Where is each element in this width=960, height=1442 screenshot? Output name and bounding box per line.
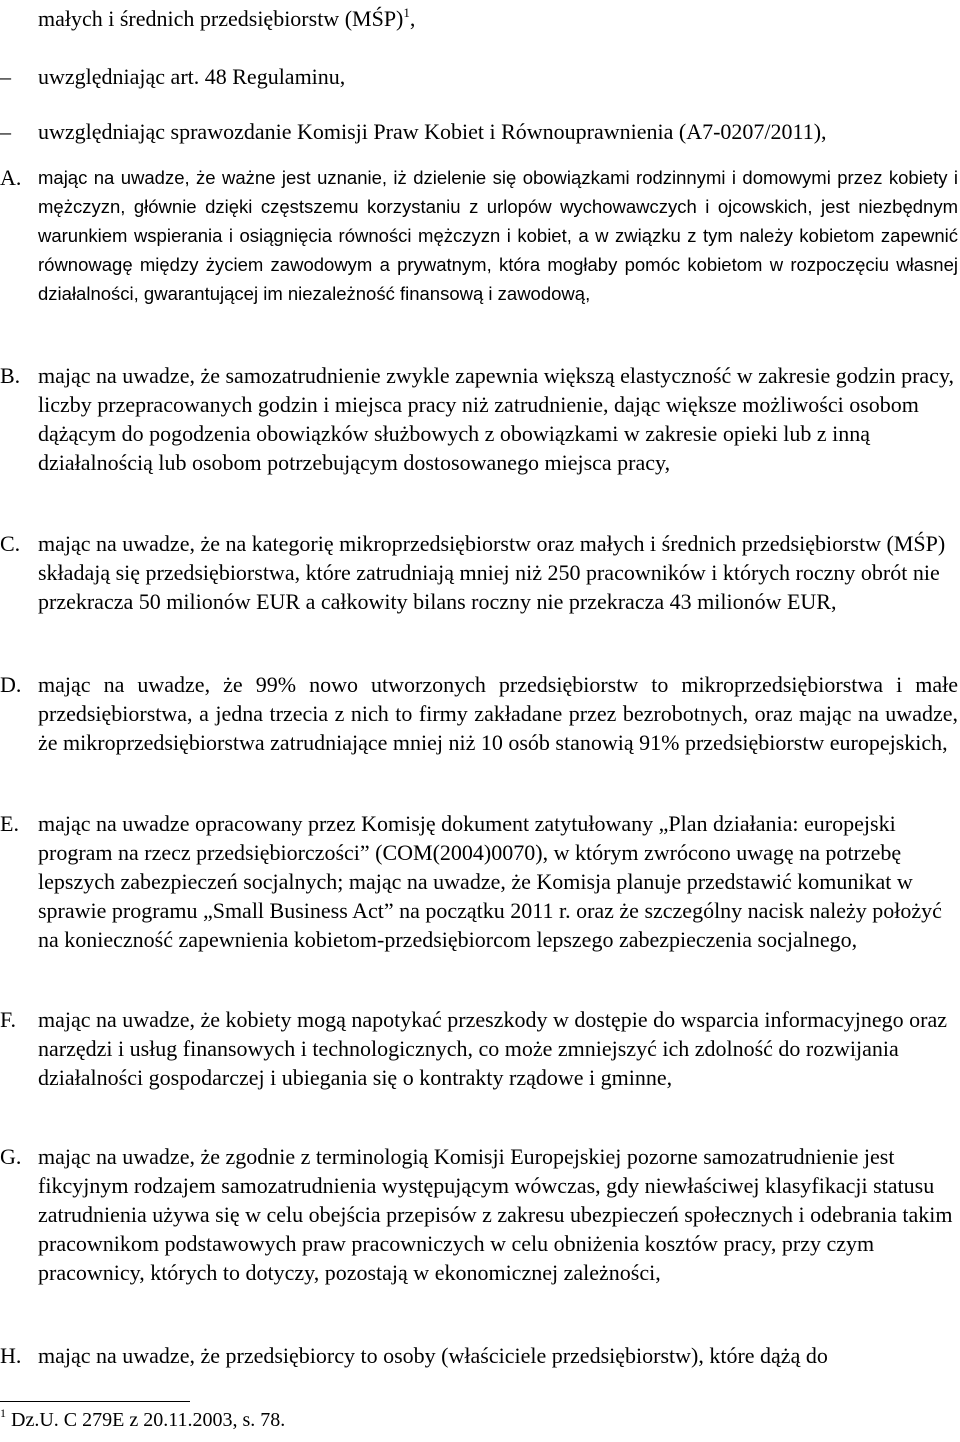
- footnote-ref[interactable]: 1: [403, 5, 410, 20]
- recital-text: mając na uwadze, że na kategorię mikroprzedsiębiorstw oraz małych i średnich przedsiębiorstw (MŚP) składają się przedsiębiorstwa, które zatrudniają mniej niż 250 pracowników i których roczny obrót nie przekracza 50 milionów EUR a całkowity bilans roczny nie przekracza 43 milionów EUR,: [38, 531, 946, 614]
- recital-letter: C.: [0, 531, 21, 556]
- recital-letter: H.: [0, 1343, 22, 1368]
- recital-text: mając na uwadze, że zgodnie z terminologią Komisji Europejskiej pozorne samozatrudnienie jest fikcyjnym rodzajem samozatrudnienia występującym wówczas, gdy niewłaściwej klasyfikacji statusu zatrudnienia używa się w celu obejścia przepisów z zakresu ubezpieczeń społecznych i odebrania takim pracownikom podstawowych praw pracowniczych w celu obniżenia kosztów pracy, przy czym pracownicy, których to dotyczy, pozostają w ekonomicznej zależności,: [38, 1144, 953, 1285]
- footnote-separator: [0, 1401, 190, 1402]
- recital-text: mając na uwadze, że kobiety mogą napotykać przeszkody w dostępie do wsparcia informacyjnego oraz narzędzi i usług finansowych i technologicznych, co może zmniejszyć ich zdolność do rozwijania działalności gospodarczej i ubiegania się o kontrakty rządowe i gminne,: [38, 1007, 947, 1090]
- footnote: [0, 1406, 285, 1434]
- recital-h: [0, 1341, 960, 1370]
- recital-d: [0, 670, 960, 757]
- footnote-text: Dz.U. C 279E z 20.11.2003, s. 78.: [6, 1409, 286, 1431]
- recital-c: [0, 529, 960, 616]
- citation-text: uwzględniając sprawozdanie Komisji Praw Kobiet i Równouprawnienia (A7-0207/2011),: [38, 119, 827, 144]
- recital-letter: E.: [0, 811, 19, 836]
- recital-a: [0, 163, 960, 308]
- continuation-tail: ,: [409, 6, 416, 31]
- recital-letter: A.: [0, 165, 22, 190]
- recital-letter: G.: [0, 1144, 22, 1169]
- continuation-text: małych i średnich przedsiębiorstw (MŚP): [38, 6, 404, 31]
- continuation-line: [38, 4, 415, 33]
- recital-text: mając na uwadze, że przedsiębiorcy to osoby (właściciele przedsiębiorstw), które dążą do: [38, 1343, 828, 1368]
- footnote-number: 1: [0, 1406, 6, 1420]
- dash-bullet: –: [0, 119, 11, 144]
- recital-b: [0, 361, 960, 477]
- recital-letter: D.: [0, 672, 22, 697]
- dash-bullet: –: [0, 64, 11, 89]
- recital-letter: F.: [0, 1007, 16, 1032]
- recital-g: [0, 1142, 960, 1287]
- recital-e: [0, 809, 960, 954]
- recital-text: mając na uwadze, że 99% nowo utworzonych przedsiębiorstw to mikroprzedsiębiorstwa i małe przedsiębiorstwa, a jedna trzecia z nich to firmy zakładane przez bezrobotnych, oraz mając na uwadze, że mikroprzedsiębiorstwa zatrudniające mniej niż 10 osób stanowią 91% przedsiębiorstw europejskich,: [38, 672, 958, 755]
- citation-text: uwzględniając art. 48 Regulaminu,: [38, 64, 346, 89]
- recital-f: [0, 1005, 960, 1092]
- recital-text: mając na uwadze, że ważne jest uznanie, iż dzielenie się obowiązkami rodzinnymi i domowymi przez kobiety i mężczyzn, głównie dzięki częstszemu korzystaniu z urlopów wychowawczych i ojcowskich, jest niezbędnym warunkiem wspierania i osiągnięcia równości mężczyzn i kobiet, a w związku z tym należy kobietom zapewnić równowagę między życiem zawodowym a prywatnym, która mogłaby pomóc kobietom w rozpoczęciu własnej działalności, gwarantującej im niezależność finansową i zawodową,: [38, 167, 958, 304]
- recital-text: mając na uwadze opracowany przez Komisję dokument zatytułowany „Plan działania: europejski program na rzecz przedsiębiorczości” (COM(2004)0070), w którym zwrócono uwagę na potrzebę lepszych zabezpieczeń socjalnych; mając na uwadze, że Komisja planuje przedstawić komunikat w sprawie programu „Small Business Act” na początku 2011 r. oraz że szczególny nacisk należy położyć na konieczność zapewnienia kobietom-przedsiębiorcom lepszego zabezpieczenia socjalnego,: [38, 811, 942, 952]
- recital-letter: B.: [0, 363, 21, 388]
- recital-text: mając na uwadze, że samozatrudnienie zwykle zapewnia większą elastyczność w zakresie godzin pracy, liczby przepracowanych godzin i miejsca pracy niż zatrudnienie, dając większe możliwości osobom dążącym do pogodzenia obowiązków służbowych z obowiązkami w zakresie opieki lub z inną działalnością lub osobom potrzebującym dostosowanego miejsca pracy,: [38, 363, 955, 475]
